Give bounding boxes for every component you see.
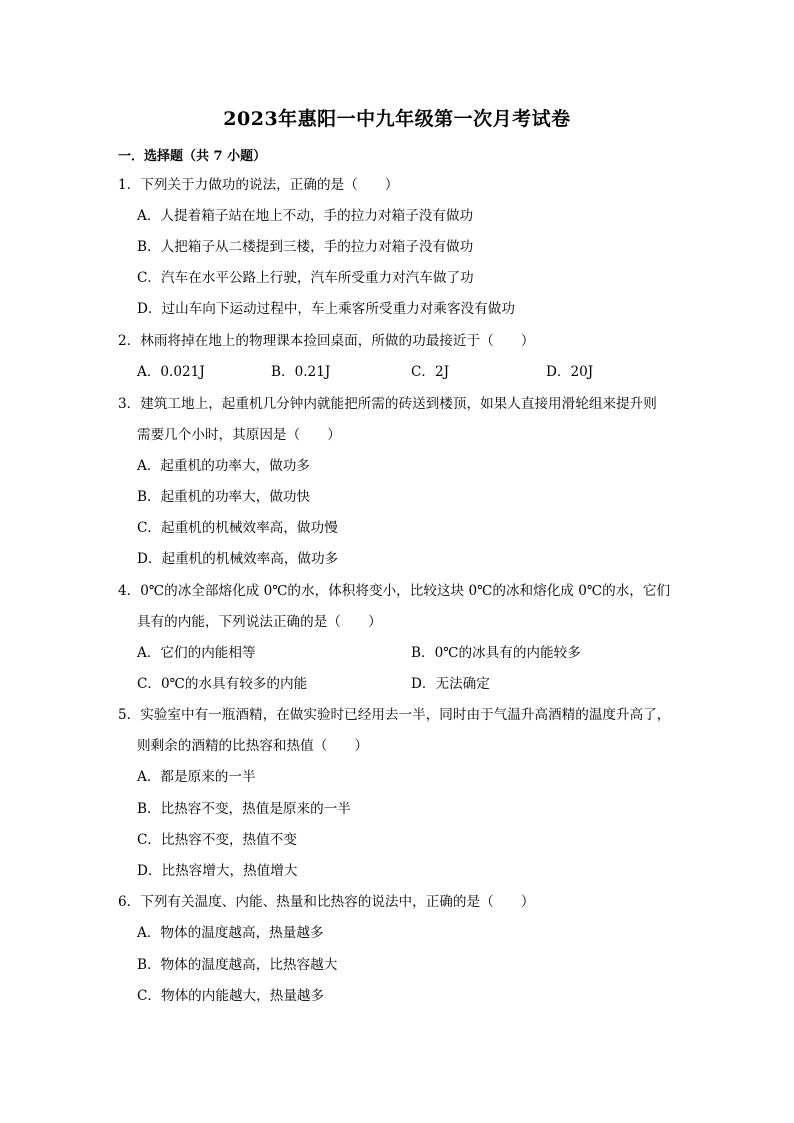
question-1-option-d: D．过山车向下运动过程中，车上乘客所受重力对乘客没有做功	[137, 301, 515, 317]
question-1-stem: 1．下列关于力做功的说法，正确的是（ ）	[118, 177, 399, 193]
question-6-option-b: B．物体的温度越高，比热容越大	[137, 957, 338, 973]
question-3-option-c: C．起重机的机械效率高，做功慢	[137, 520, 338, 536]
question-1-option-a: A．人提着箱子站在地上不动，手的拉力对箱子没有做功	[137, 208, 474, 224]
question-3-stem-line-2: 需要几个小时，其原因是（ ）	[137, 427, 341, 443]
question-4-stem-line-1: 4．0℃的冰全部熔化成 0℃的水，体积将变小，比较这块 0℃的冰和熔化成 0℃的水，它们	[118, 583, 671, 599]
question-6-stem: 6．下列有关温度、内能、热量和比热容的说法中，正确的是（ ）	[118, 894, 535, 910]
question-2-stem: 2．林雨将掉在地上的物理课本捡回桌面，所做的功最接近于（ ）	[118, 333, 535, 349]
question-2-option-c: C．2J	[411, 364, 450, 380]
question-4-option-a: A．它们的内能相等	[137, 645, 256, 661]
question-3-stem-line-1: 3．建筑工地上，起重机几分钟内就能把所需的砖送到楼顶，如果人直接用滑轮组来提升则	[118, 396, 657, 412]
question-4-option-b: B．0℃的冰具有的内能较多	[411, 645, 581, 661]
question-4-option-c: C．0℃的水具有较多的内能	[137, 676, 308, 692]
question-2-option-d: D．20J	[546, 364, 594, 380]
question-5-stem-line-2: 则剩余的酒精的比热容和热值（ ）	[137, 738, 369, 754]
question-5-option-a: A．都是原来的一半	[137, 769, 256, 785]
question-5-option-c: C．比热容不变，热值不变	[137, 832, 297, 848]
question-3-option-d: D．起重机的机械效率高，做功多	[137, 551, 339, 567]
question-5-option-b: B．比热容不变，热值是原来的一半	[137, 801, 351, 817]
question-5-option-d: D．比热容增大，热值增大	[137, 863, 298, 879]
question-2-option-b: B．0.21J	[271, 364, 331, 380]
question-4-option-d: D．无法确定	[411, 676, 490, 692]
question-1-option-b: B．人把箱子从二楼提到三楼，手的拉力对箱子没有做功	[137, 239, 474, 255]
question-3-option-b: B．起重机的功率大，做功快	[137, 489, 311, 505]
question-3-option-a: A．起重机的功率大，做功多	[137, 458, 310, 474]
question-4-stem-line-2: 具有的内能，下列说法正确的是（ ）	[137, 614, 382, 630]
question-6-option-c: C．物体的内能越大，热量越多	[137, 988, 325, 1004]
exam-title: 2023年惠阳一中九年级第一次月考试卷	[223, 108, 571, 130]
section-heading: 一．选择题（共 7 小题）	[118, 149, 267, 164]
question-5-stem-line-1: 5．实验室中有一瓶酒精，在做实验时已经用去一半，同时由于气温升高酒精的温度升高了，	[118, 707, 671, 723]
question-1-option-c: C．汽车在水平公路上行驶，汽车所受重力对汽车做了功	[137, 270, 474, 286]
question-6-option-a: A．物体的温度越高，热量越多	[137, 925, 324, 941]
question-2-option-a: A．0.021J	[137, 364, 205, 380]
